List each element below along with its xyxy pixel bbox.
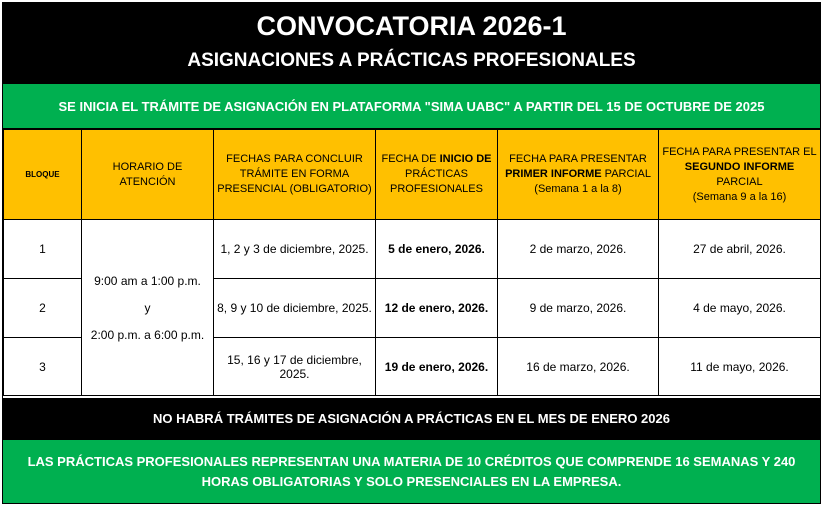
- cell-fechas: 1, 2 y 3 de diciembre, 2025.: [214, 220, 376, 279]
- cell-inicio: 12 de enero, 2026.: [376, 279, 498, 338]
- header-primer-post: PARCIAL: [601, 168, 651, 180]
- cell-fechas: 15, 16 y 17 de diciembre, 2025.: [214, 338, 376, 396]
- schedule-table: [3, 129, 821, 396]
- cell-segundo: 11 de mayo, 2026.: [659, 338, 821, 396]
- page-subtitle: ASIGNACIONES A PRÁCTICAS PROFESIONALES: [187, 50, 636, 71]
- page-title: CONVOCATORIA 2026-1: [256, 11, 567, 41]
- horario-and: y: [144, 300, 151, 315]
- cell-bloque: 2: [4, 279, 82, 338]
- table-row: [4, 220, 821, 279]
- notice-start-date: SE INICIA EL TRÁMITE DE ASIGNACIÓN EN PLATAFORMA "SIMA UABC" A PARTIR DEL 15 DE OCTUBRE DE 2025: [3, 83, 820, 129]
- cell-fechas: 8, 9 y 10 de diciembre, 2025.: [214, 279, 376, 338]
- cell-segundo: 27 de abril, 2026.: [659, 220, 821, 279]
- cell-primer: 16 de marzo, 2026.: [498, 338, 659, 396]
- header-inicio-post: PRÁCTICAS PROFESIONALES: [390, 168, 483, 195]
- header-horario: HORARIO DE ATENCIÓN: [82, 130, 214, 220]
- header-primer-weeks: (Semana 1 a la 8): [534, 183, 622, 195]
- notice-no-january: NO HABRÁ TRÁMITES DE ASIGNACIÓN A PRÁCTICAS EN EL MES DE ENERO 2026: [3, 398, 820, 439]
- notice-credits: LAS PRÁCTICAS PROFESIONALES REPRESENTAN UNA MATERIA DE 10 CRÉDITOS QUE COMPRENDE 16 SEMANAS Y 240 HORAS OBLIGATORIAS Y SOLO PRESENCIALES EN LA EMPRESA.: [3, 439, 820, 503]
- header-fechas-concluir: FECHAS PARA CONCLUIR TRÁMITE EN FORMA PRESENCIAL (OBLIGATORIO): [214, 130, 376, 220]
- cell-primer: 2 de marzo, 2026.: [498, 220, 659, 279]
- cell-primer: 9 de marzo, 2026.: [498, 279, 659, 338]
- header-segundo-bold: SEGUNDO INFORME: [684, 160, 795, 173]
- cell-inicio: 19 de enero, 2026.: [376, 338, 498, 396]
- cell-inicio: 5 de enero, 2026.: [376, 220, 498, 279]
- header-primer-bold: PRIMER INFORME: [505, 168, 602, 180]
- header-segundo-informe: [659, 130, 821, 220]
- cell-bloque: 1: [4, 220, 82, 279]
- header-segundo-weeks: (Semana 9 a la 16): [692, 190, 787, 203]
- header-inicio: [376, 130, 498, 220]
- horario-morning: 9:00 am a 1:00 p.m.: [94, 273, 201, 288]
- cell-bloque: 3: [4, 338, 82, 396]
- header-bloque: BLOQUE: [4, 130, 82, 220]
- header-inicio-pre: FECHA DE: [381, 153, 440, 165]
- announcement-sheet: [2, 2, 821, 504]
- title-block: [3, 3, 820, 83]
- header-segundo-post: PARCIAL: [716, 175, 763, 188]
- cell-horario: [82, 220, 214, 396]
- header-row: [4, 130, 821, 220]
- cell-segundo: 4 de mayo, 2026.: [659, 279, 821, 338]
- header-segundo-pre: FECHA PARA PRESENTAR EL: [662, 145, 817, 158]
- header-inicio-bold: INICIO DE: [439, 153, 492, 165]
- header-primer-pre: FECHA PARA PRESENTAR: [509, 153, 647, 165]
- header-primer-informe: [498, 130, 659, 220]
- horario-afternoon: 2:00 p.m. a 6:00 p.m.: [90, 327, 205, 342]
